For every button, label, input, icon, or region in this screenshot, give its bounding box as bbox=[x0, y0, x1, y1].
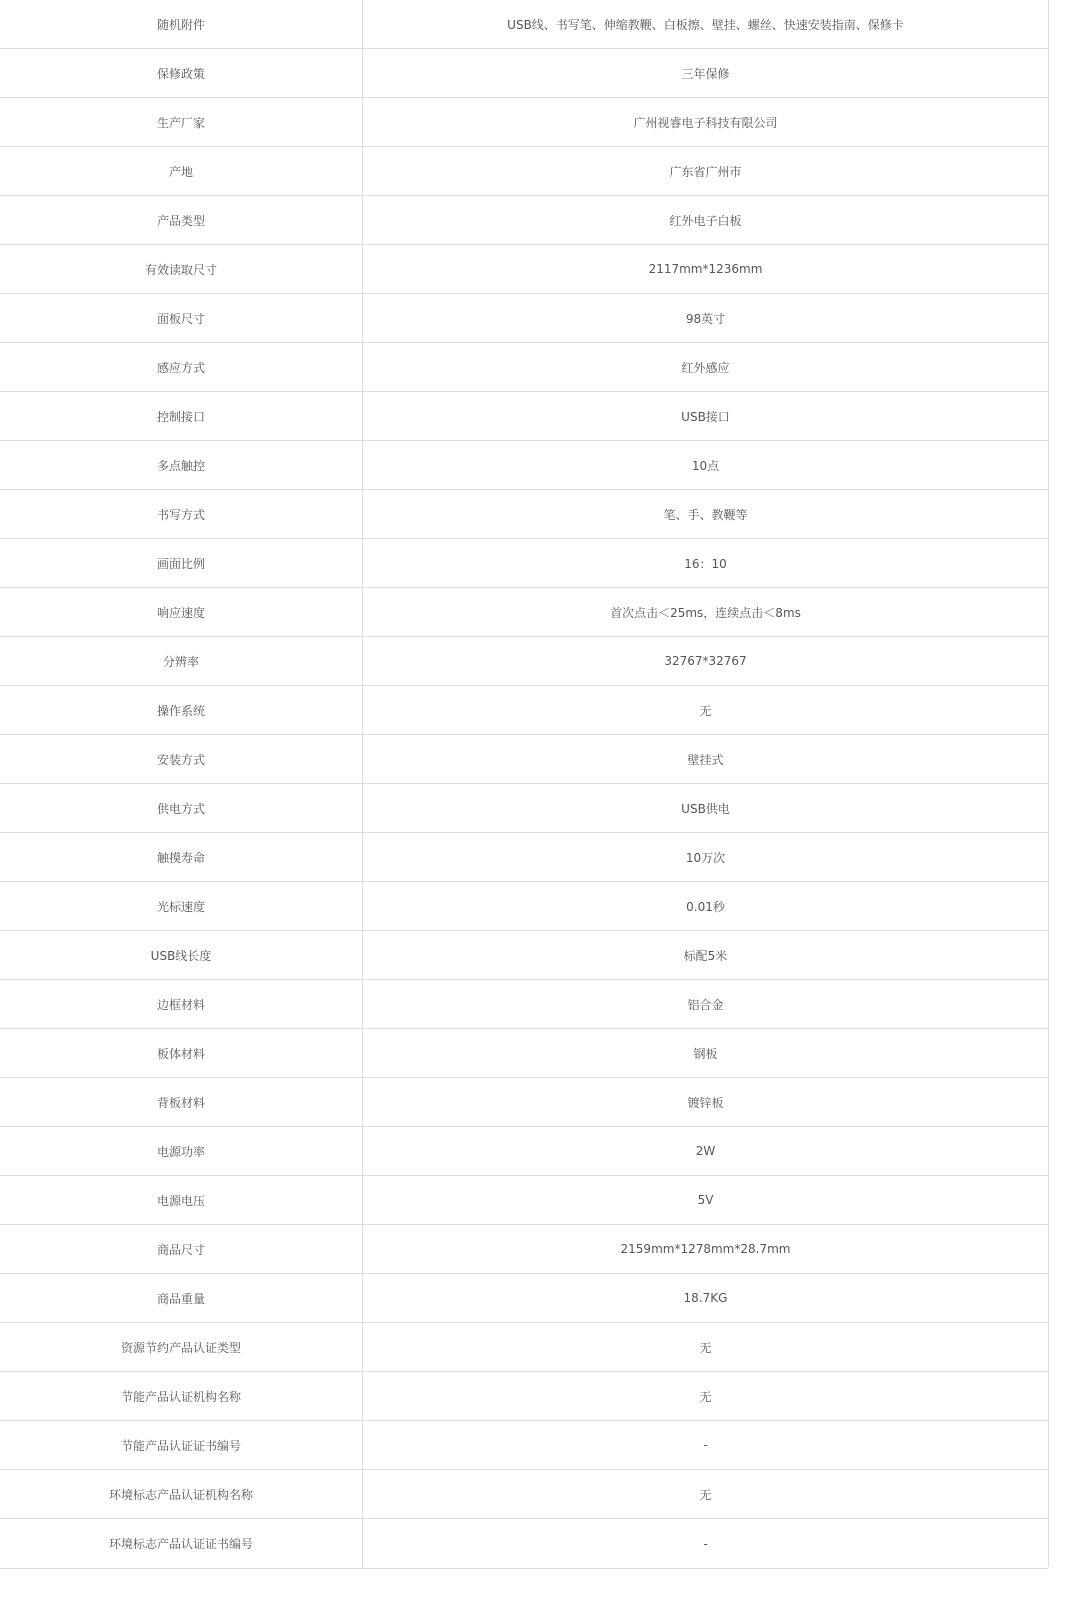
spec-value: 钢板 bbox=[693, 1046, 718, 1061]
spec-row-resource-saving-cert-type bbox=[0, 1323, 1048, 1372]
spec-value: 三年保修 bbox=[681, 66, 730, 81]
spec-label: 控制接口 bbox=[0, 392, 363, 440]
spec-row-control-interface bbox=[0, 392, 1048, 441]
spec-row-warranty bbox=[0, 49, 1048, 98]
spec-row-product-dimensions bbox=[0, 1225, 1048, 1274]
spec-value: 32767*32767 bbox=[664, 654, 747, 668]
spec-row-power-supply bbox=[0, 784, 1048, 833]
spec-value: 笔、手、教鞭等 bbox=[663, 507, 748, 522]
spec-row-multi-touch bbox=[0, 441, 1048, 490]
spec-row-usb-cable-length bbox=[0, 931, 1048, 980]
spec-label: 产品类型 bbox=[0, 196, 363, 244]
spec-value: 98英寸 bbox=[685, 311, 726, 326]
spec-label: 操作系统 bbox=[0, 686, 363, 734]
spec-label: 分辨率 bbox=[0, 637, 363, 685]
spec-value: 广东省广州市 bbox=[669, 164, 742, 179]
spec-row-power-rating bbox=[0, 1127, 1048, 1176]
spec-row-accessories bbox=[0, 0, 1048, 49]
spec-label: 边框材料 bbox=[0, 980, 363, 1028]
spec-value: 镀锌板 bbox=[687, 1095, 724, 1110]
spec-label: 书写方式 bbox=[0, 490, 363, 538]
spec-row-panel-size bbox=[0, 294, 1048, 343]
spec-label: 节能产品认证机构名称 bbox=[0, 1372, 363, 1420]
spec-row-operating-system bbox=[0, 686, 1048, 735]
spec-label: 供电方式 bbox=[0, 784, 363, 832]
spec-label: 商品重量 bbox=[0, 1274, 363, 1322]
spec-label: 响应速度 bbox=[0, 588, 363, 636]
spec-value: 0.01秒 bbox=[686, 899, 725, 914]
spec-value: 无 bbox=[699, 703, 712, 718]
spec-value: 红外感应 bbox=[681, 360, 730, 375]
spec-label: 保修政策 bbox=[0, 49, 363, 97]
spec-row-backplate-material bbox=[0, 1078, 1048, 1127]
spec-value: 2117mm*1236mm bbox=[648, 262, 763, 276]
spec-value: 广州视睿电子科技有限公司 bbox=[633, 115, 778, 130]
spec-row-response-speed bbox=[0, 588, 1048, 637]
spec-row-product-weight bbox=[0, 1274, 1048, 1323]
spec-value: 2159mm*1278mm*28.7mm bbox=[620, 1242, 791, 1256]
spec-row-resolution bbox=[0, 637, 1048, 686]
spec-value: 18.7KG bbox=[683, 1291, 728, 1305]
spec-row-touch-life bbox=[0, 833, 1048, 882]
spec-row-manufacturer bbox=[0, 98, 1048, 147]
page-gutter bbox=[1049, 0, 1071, 1601]
spec-label: 有效读取尺寸 bbox=[0, 245, 363, 293]
spec-value: 标配5米 bbox=[683, 948, 728, 963]
spec-value: - bbox=[703, 1438, 708, 1452]
spec-value: 16：10 bbox=[684, 556, 727, 571]
spec-label: 触摸寿命 bbox=[0, 833, 363, 881]
spec-row-active-area bbox=[0, 245, 1048, 294]
spec-label: 商品尺寸 bbox=[0, 1225, 363, 1273]
spec-value: 首次点击＜25ms，连续点击＜8ms bbox=[610, 605, 801, 620]
spec-label: 产地 bbox=[0, 147, 363, 195]
spec-value: USB接口 bbox=[681, 409, 730, 424]
spec-label: 生产厂家 bbox=[0, 98, 363, 146]
spec-label: 背板材料 bbox=[0, 1078, 363, 1126]
spec-label: 板体材料 bbox=[0, 1029, 363, 1077]
spec-label: 感应方式 bbox=[0, 343, 363, 391]
spec-label: 环境标志产品认证机构名称 bbox=[0, 1470, 363, 1518]
spec-row-voltage bbox=[0, 1176, 1048, 1225]
spec-row-frame-material bbox=[0, 980, 1048, 1029]
spec-label: 安装方式 bbox=[0, 735, 363, 783]
spec-row-sensing-method bbox=[0, 343, 1048, 392]
spec-label: USB线长度 bbox=[0, 931, 363, 979]
spec-label: 随机附件 bbox=[0, 0, 363, 48]
spec-value: 10万次 bbox=[685, 850, 726, 865]
spec-row-energy-cert-body bbox=[0, 1372, 1048, 1421]
spec-label: 电源功率 bbox=[0, 1127, 363, 1175]
spec-label: 光标速度 bbox=[0, 882, 363, 930]
spec-value: 壁挂式 bbox=[687, 752, 724, 767]
spec-row-energy-cert-number bbox=[0, 1421, 1048, 1470]
spec-value: 5V bbox=[697, 1193, 714, 1207]
spec-label: 画面比例 bbox=[0, 539, 363, 587]
spec-label: 面板尺寸 bbox=[0, 294, 363, 342]
spec-value: 铝合金 bbox=[687, 997, 724, 1012]
spec-row-board-material bbox=[0, 1029, 1048, 1078]
spec-label: 多点触控 bbox=[0, 441, 363, 489]
spec-value: 2W bbox=[695, 1144, 716, 1158]
spec-row-product-type bbox=[0, 196, 1048, 245]
spec-label: 资源节约产品认证类型 bbox=[0, 1323, 363, 1371]
spec-row-aspect-ratio bbox=[0, 539, 1048, 588]
spec-value: 无 bbox=[699, 1340, 712, 1355]
spec-value: 无 bbox=[699, 1487, 712, 1502]
spec-label: 节能产品认证证书编号 bbox=[0, 1421, 363, 1469]
spec-value: 无 bbox=[699, 1389, 712, 1404]
spec-row-cursor-speed bbox=[0, 882, 1048, 931]
spec-row-writing-method bbox=[0, 490, 1048, 539]
spec-row-installation bbox=[0, 735, 1048, 784]
spec-value: USB线、书写笔、伸缩教鞭、白板擦、壁挂、螺丝、快速安装指南、保修卡 bbox=[507, 17, 904, 32]
spec-row-origin bbox=[0, 147, 1048, 196]
spec-row-eco-label-cert-number bbox=[0, 1519, 1048, 1569]
spec-label: 电源电压 bbox=[0, 1176, 363, 1224]
spec-value: 红外电子白板 bbox=[669, 213, 742, 228]
spec-label: 环境标志产品认证证书编号 bbox=[0, 1519, 363, 1568]
spec-value: 10点 bbox=[691, 458, 720, 473]
spec-value: - bbox=[703, 1536, 708, 1551]
spec-row-eco-label-cert-body bbox=[0, 1470, 1048, 1519]
spec-value: USB供电 bbox=[681, 801, 730, 816]
